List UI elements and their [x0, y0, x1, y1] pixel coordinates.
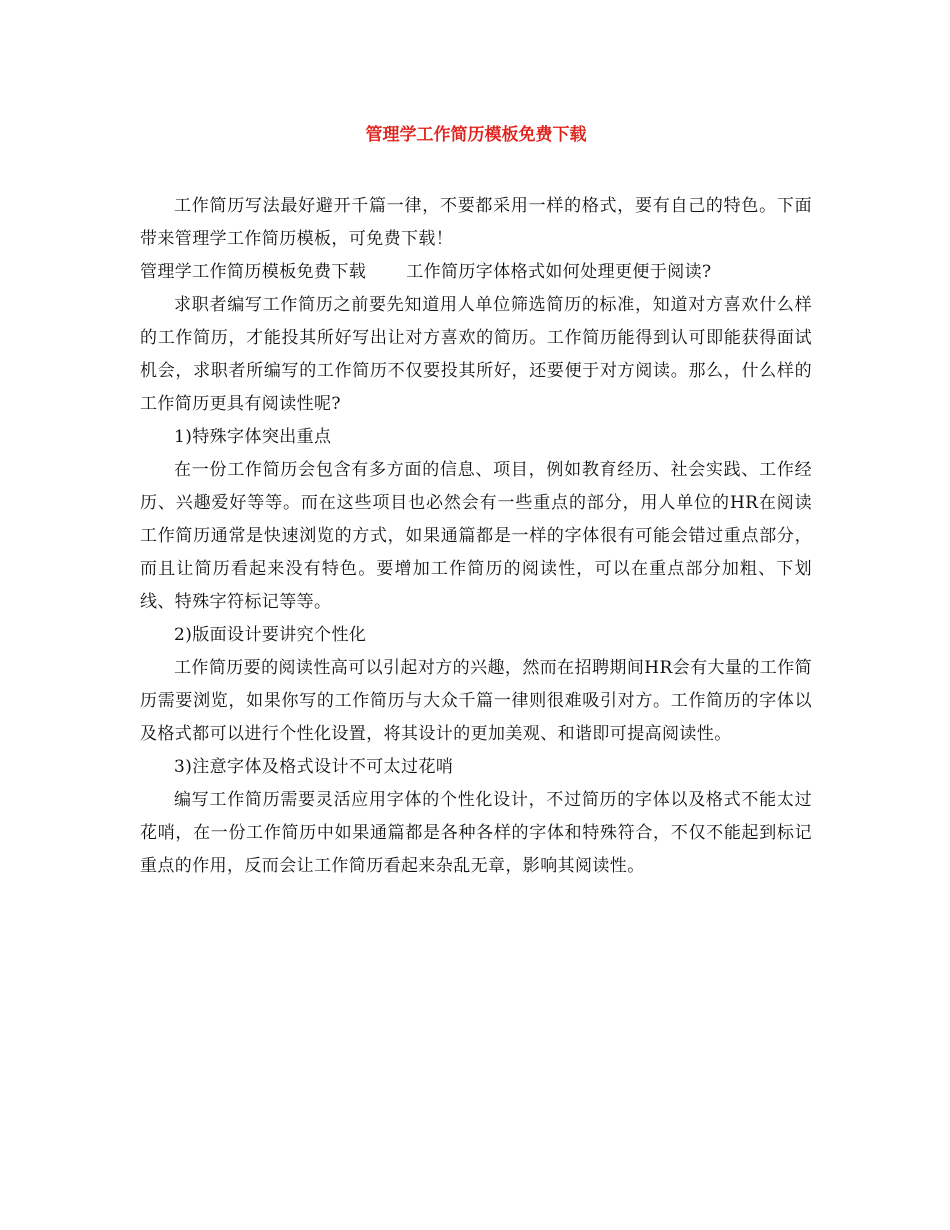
document-title: 管理学工作简历模板免费下载 — [365, 125, 587, 145]
paragraph-1: 求职者编写工作简历之前要先知道用人单位筛选简历的标准，知道对方喜欢什么样的工作简历，才能投其所好写出让对方喜欢的简历。工作简历能得到认可即能获得面试机会，求职者所编写的工作简历不仅要投其所好，还要便于对方阅读。那么，什么样的工作简历更具有阅读性呢? — [140, 295, 812, 414]
paragraph-4: 编写工作简历需要灵活应用字体的个性化设计，不过简历的字体以及格式不能太过花哨，在一份工作简历中如果通篇都是各种各样的字体和特殊符合，不仅不能起到标记重点的作用，反而会让工作简历看起来杂乱无章，影响其阅读性。 — [140, 790, 812, 876]
document-body — [140, 190, 812, 883]
subtitle-right: 工作简历字体格式如何处理更便于阅读? — [406, 262, 712, 282]
intro-paragraph: 工作简历写法最好避开千篇一律，不要都采用一样的格式，要有自己的特色。下面带来管理学工作简历模板，可免费下载！ — [140, 196, 812, 249]
subtitle-left: 管理学工作简历模板免费下载 — [140, 262, 367, 282]
section-heading-2: 2)版面设计要讲究个性化 — [174, 625, 367, 645]
paragraph-2: 在一份工作简历会包含有多方面的信息、项目，例如教育经历、社会实践、工作经历、兴趣爱好等等。而在这些项目也必然会有一些重点的部分，用人单位的HR在阅读工作简历通常是快速浏览的方式，如果通篇都是一样的字体很有可能会错过重点部分，而且让简历看起来没有特色。要增加工作简历的阅读性，可以在重点部分加粗、下划线、特殊字符标记等等。 — [140, 460, 812, 612]
subtitle-row — [140, 256, 812, 289]
paragraph-3: 工作简历要的阅读性高可以引起对方的兴趣，然而在招聘期间HR会有大量的工作简历需要浏览，如果你写的工作简历与大众千篇一律则很难吸引对方。工作简历的字体以及格式都可以进行个性化设置，将其设计的更加美观、和谐即可提高阅读性。 — [140, 658, 812, 744]
section-heading-3: 3)注意字体及格式设计不可太过花哨 — [174, 757, 454, 777]
section-heading-1: 1)特殊字体突出重点 — [174, 427, 332, 447]
